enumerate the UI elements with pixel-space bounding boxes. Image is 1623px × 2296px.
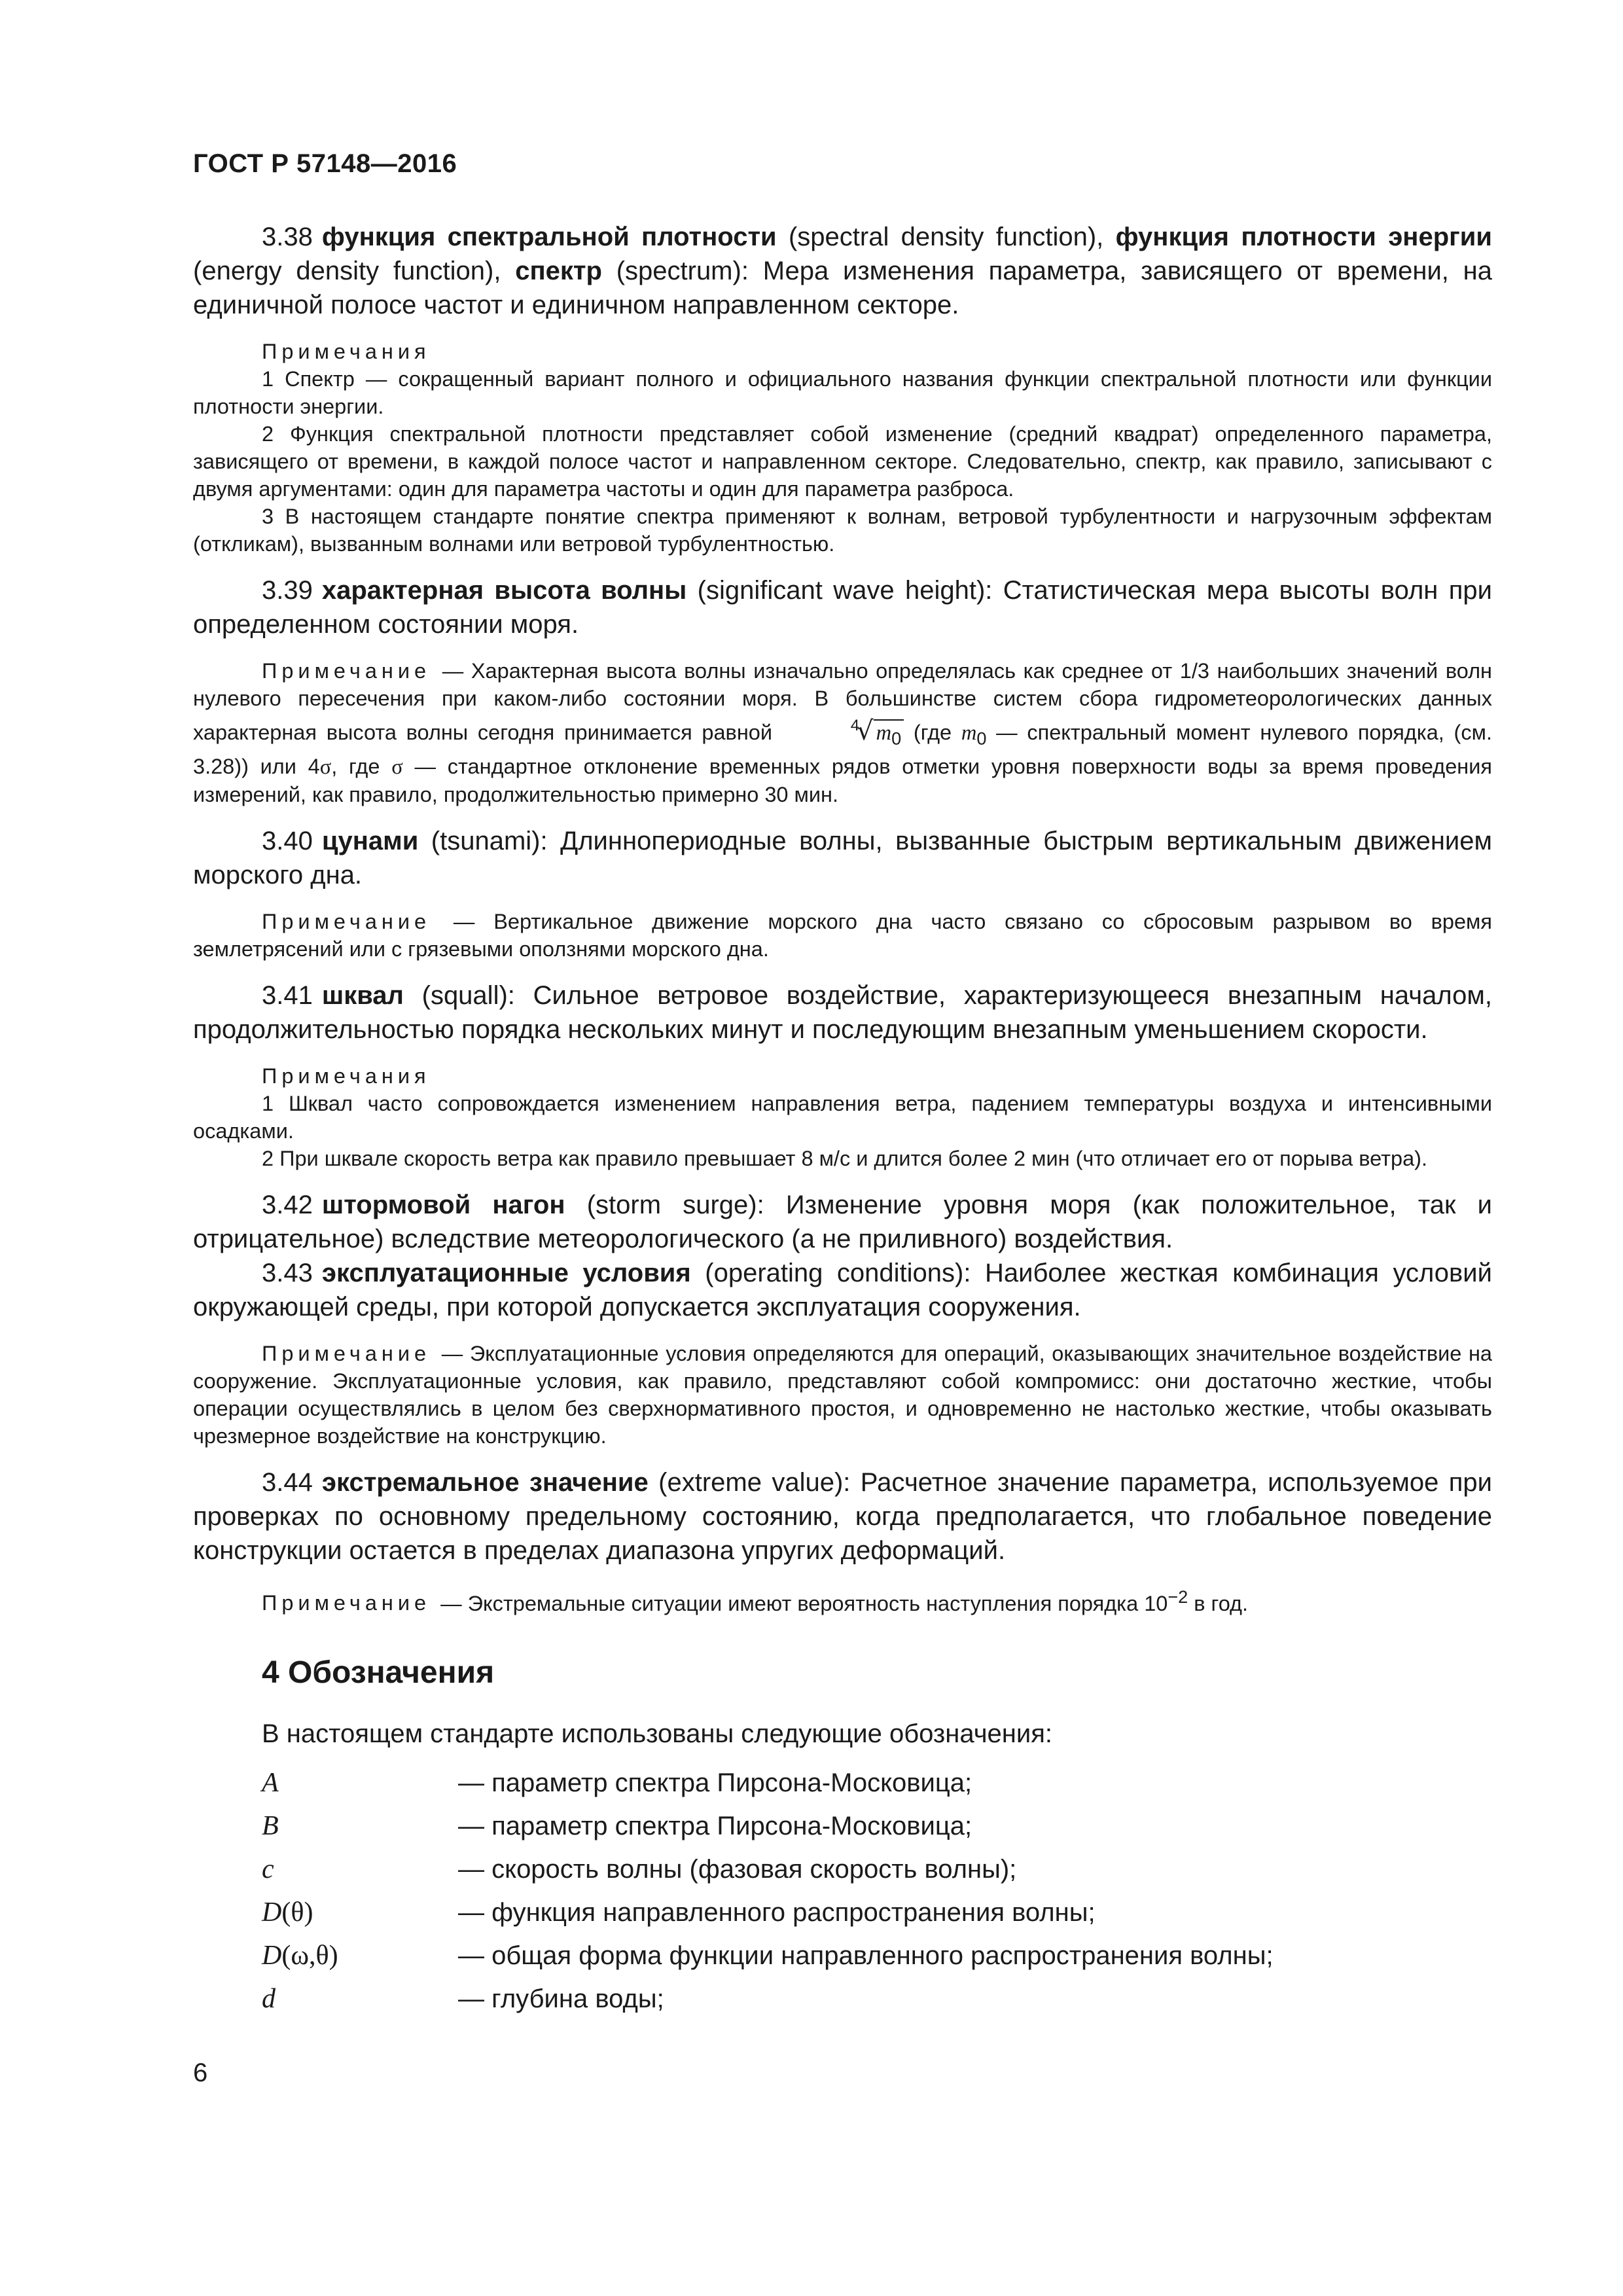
- note-label: Примечание: [262, 1591, 431, 1615]
- note-label: Примечание: [262, 659, 431, 683]
- notes-heading: Примечания: [262, 1064, 431, 1088]
- symbol: c: [262, 1854, 274, 1885]
- term-definition: (extreme value): Расчетное значение параметра, используемое при проверках по основному предельному состоянию, когда предполагается, что глобальное поведение конструкции остается в пределах диапазона упругих деформаций.: [193, 1467, 1492, 1565]
- page-content: [193, 220, 1492, 2020]
- symbol-row: [193, 1934, 1492, 1977]
- term-3-42: [193, 1188, 1492, 1256]
- symbol-row: [193, 1891, 1492, 1934]
- term-number: 3.39: [262, 576, 313, 605]
- term-english: (spectral density function),: [776, 223, 1116, 251]
- term-definition: (squall): Сильное ветровое воздействие, характеризующееся внезапным началом, продолжительностью порядка нескольких минут и последующим внезапным уменьшением скорости.: [193, 980, 1492, 1044]
- term-english: (energy density function),: [193, 257, 516, 285]
- term-number: 3.42: [262, 1190, 313, 1219]
- symbol-row: [193, 1977, 1492, 2020]
- symbol-definition: — глубина воды;: [458, 1984, 664, 2014]
- term-number: 3.40: [262, 826, 313, 855]
- note-item: 1 Шквал часто сопровождается изменением направления ветра, падением температуры воздуха и интенсивными осадками.: [193, 1091, 1492, 1143]
- note-3-44: [193, 1583, 1492, 1617]
- symbol-definition: — общая форма функции направленного распространения волны;: [458, 1941, 1274, 1971]
- note-item: Примечание — Вертикальное движение морского дна часто связано со сбросовым разрывом во время землетрясений или с грязевыми оползнями морского дна.: [193, 909, 1492, 961]
- note-item: Примечание — Экстремальные ситуации имеют вероятность наступления порядка $10^{-2}$ в год.: [262, 1586, 1249, 1615]
- term-3-41: [193, 978, 1492, 1047]
- notes-heading: Примечания: [262, 340, 431, 363]
- symbol-row: [193, 1848, 1492, 1891]
- symbol: D(θ): [262, 1897, 313, 1928]
- symbol: B: [262, 1811, 279, 1842]
- term-number: 3.44: [262, 1467, 313, 1497]
- radical-sign: √: [857, 716, 874, 746]
- note-item: Примечание — Характерная высота волны изначально определялась как среднее от 1/3 наибольших значений волн нулевого пересечения при каком-либо состоянии моря. В большинстве систем сбора гидрометеорологических данных характерная высота волны сегодня принимается равной $^4$√ $m_0$ (где $m_0$ — спектральный момент нулевого порядка, (см. 3.28)) или 4σ, где σ — стандартное отклонение временных рядов отметки уровня поверхности воды за время проведения измерений, как правило, продолжительностью примерно 30 мин.: [193, 659, 1492, 806]
- term-name: шквал: [321, 980, 404, 1010]
- note-item: 2 При шквале скорость ветра как правило превышает 8 м/с и длится более 2 мин (что отличает его от порыва ветра).: [262, 1146, 1428, 1170]
- term-name: характерная высота волны: [321, 576, 687, 605]
- term-definition: (operating conditions): Наиболее жесткая комбинация условий окружающей среды, при которой допускается эксплуатация сооружения.: [193, 1258, 1492, 1321]
- section-title: 4 Обозначения: [262, 1655, 495, 1691]
- note-item: 1 Спектр — сокращенный вариант полного и официального названия функции спектральной плотности или функции плотности энергии.: [193, 367, 1492, 418]
- term-3-39: [193, 573, 1492, 641]
- note-item: 2 Функция спектральной плотности представляет собой изменение (средний квадрат) определенного параметра, зависящего от времени, в каждой полосе частот и направленном секторе. Следовательно, спектр, как правило, записывают с двумя аргументами: один для параметра частоты и один для параметра разброса.: [193, 422, 1492, 501]
- symbol: D(ω,θ): [262, 1941, 338, 1971]
- term-number: 3.43: [262, 1258, 313, 1287]
- term-3-43: [193, 1256, 1492, 1324]
- term-definition: (spectrum): Мера изменения параметра, зависящего от времени, на единичной полосе частот и единичном направленном секторе.: [193, 257, 1493, 319]
- term-definition: (storm surge): Изменение уровня моря (как положительное, так и отрицательное) вследствие метеорологического (а не приливного) воздействия.: [193, 1190, 1492, 1253]
- note-label: Примечание: [262, 909, 431, 933]
- term-name: эксплуатационные условия: [321, 1258, 691, 1287]
- term-definition: (tsunami): Длиннопериодные волны, вызванные быстрым вертикальным движением морского дна.: [193, 826, 1492, 889]
- term-number: 3.38: [262, 223, 313, 251]
- term-name: спектр: [515, 257, 602, 285]
- sqrt-formula: $^4$√ $m_0$: [782, 712, 904, 753]
- term-3-38: [193, 220, 1492, 322]
- document-header: ГОСТ Р 57148—2016: [193, 149, 457, 178]
- term-name: цунами: [321, 826, 419, 855]
- term-3-40: [193, 824, 1492, 892]
- section-intro: В настоящем стандарте использованы следующие обозначения:: [262, 1719, 1053, 1749]
- term-name: функция плотности энергии: [1115, 223, 1492, 251]
- term-name: функция спектральной плотности: [321, 223, 777, 251]
- symbol-definition: — параметр спектра Пирсона-Московица;: [458, 1812, 972, 1841]
- term-name: штормовой нагон: [321, 1190, 565, 1219]
- symbol: d: [262, 1984, 276, 2015]
- page-number: 6: [193, 2058, 208, 2087]
- notes-3-38: [193, 338, 1492, 558]
- note-label: Примечание: [262, 1341, 431, 1365]
- term-definition: (significant wave height): Статистическая мера высоты волн при определенном состоянии моря.: [193, 576, 1492, 639]
- symbol-row: [193, 1804, 1492, 1848]
- term-3-44: [193, 1465, 1492, 1568]
- note-3-39: [193, 657, 1492, 808]
- note-3-40: [193, 908, 1492, 963]
- symbol-definition: — параметр спектра Пирсона-Московица;: [458, 1768, 972, 1798]
- symbol-row: [193, 1761, 1492, 1804]
- symbol: A: [262, 1768, 279, 1799]
- note-item: 3 В настоящем стандарте понятие спектра применяют к волнам, ветровой турбулентности и нагрузочным эффектам (откликам), вызванным волнами или ветровой турбулентностью.: [193, 505, 1492, 556]
- term-name: экстремальное значение: [321, 1467, 649, 1497]
- term-number: 3.41: [262, 980, 313, 1010]
- note-3-43: [193, 1340, 1492, 1450]
- symbol-definition: — функция направленного распространения волны;: [458, 1898, 1096, 1928]
- note-item: Примечание — Эксплуатационные условия определяются для операций, оказывающих значительное воздействие на сооружение. Эксплуатационные условия, как правило, представляют собой компромисс: они достаточно жесткие, чтобы операции осуществлялись в целом без сверхнормативного простоя, и одновременно не настолько жесткие, чтобы оказывать чрезмерное воздействие на конструкцию.: [193, 1341, 1492, 1448]
- symbol-definition: — скорость волны (фазовая скорость волны);: [458, 1855, 1017, 1884]
- notes-3-41: [193, 1062, 1492, 1172]
- symbol-list: [193, 1761, 1492, 2020]
